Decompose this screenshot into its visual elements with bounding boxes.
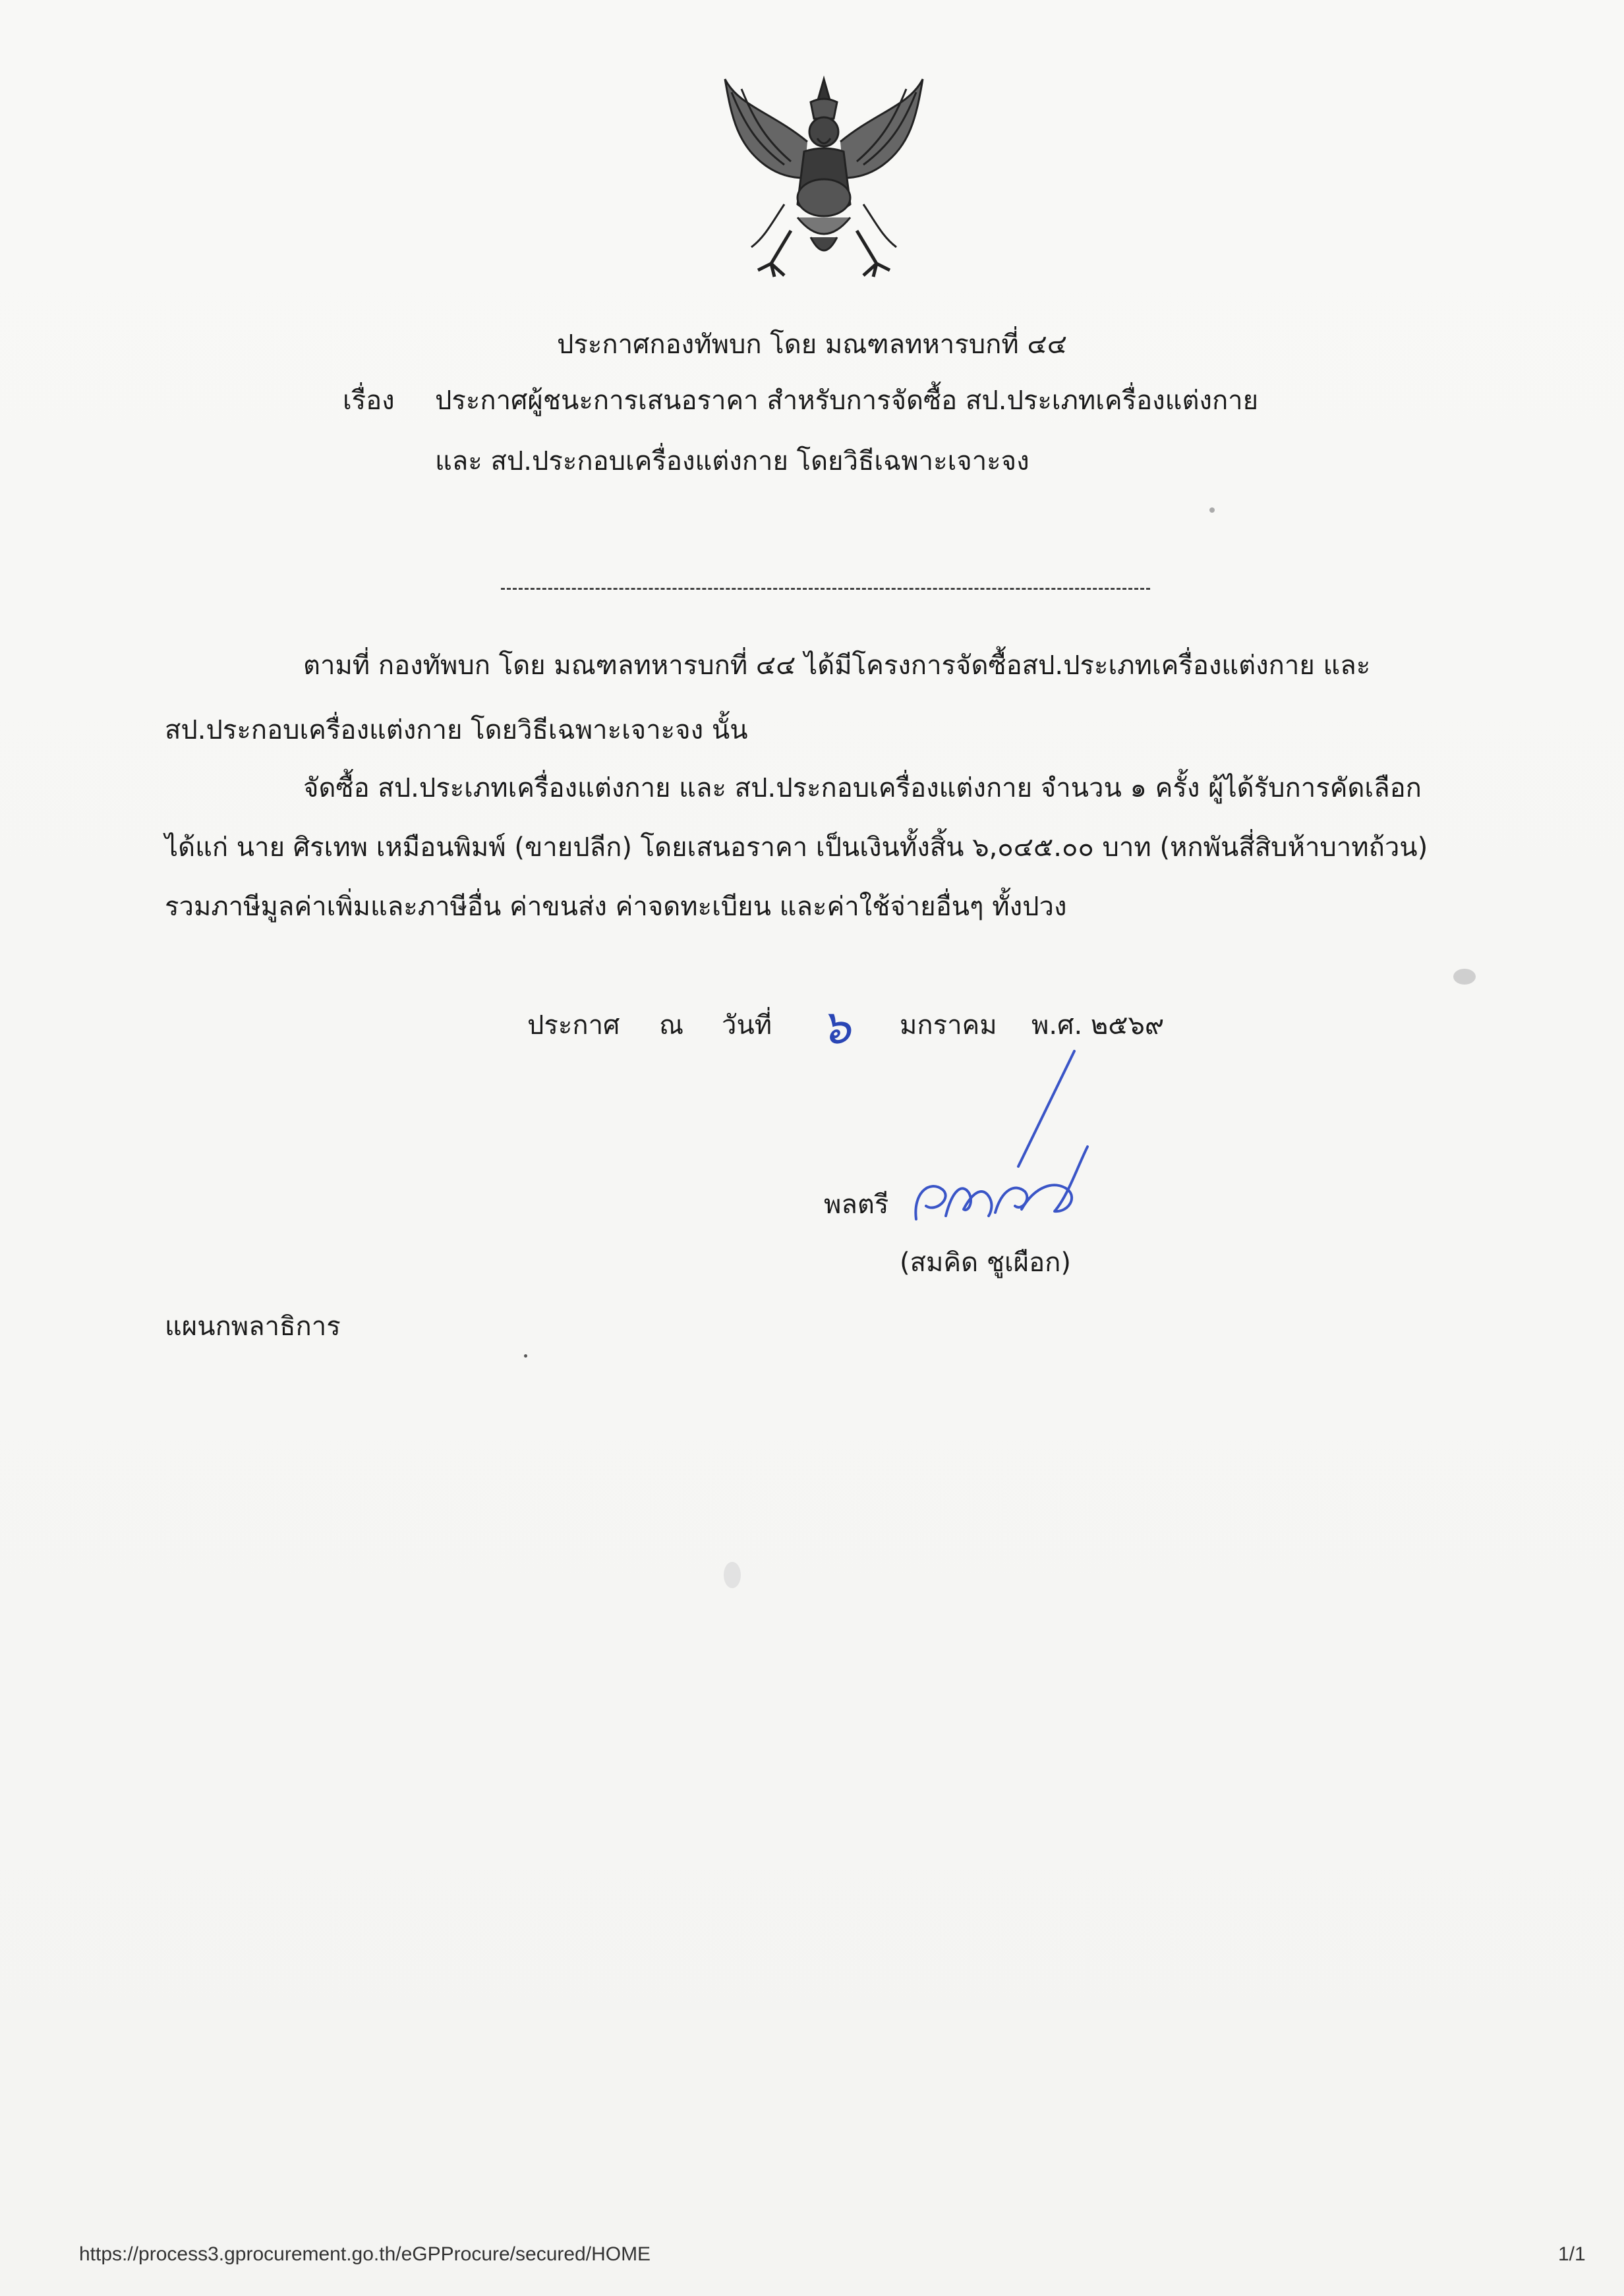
paragraph1-line1: ตามที่ กองทัพบก โดย มณฑลทหารบกที่ ๔๔ ได้มีโครงการจัดซื้อสป.ประเภทเครื่องแต่งกาย และ: [303, 650, 1371, 681]
announcement-year: พ.ศ. ๒๕๖๙: [1031, 1010, 1165, 1041]
announcement-day-handwritten: ๖: [821, 999, 851, 1054]
section-divider: [501, 588, 1150, 590]
scan-speck: [724, 1562, 741, 1588]
paragraph2-line3: รวมภาษีมูลค่าเพิ่มและภาษีอื่น ค่าขนส่ง ค่าจดทะเบียน และค่าใช้จ่ายอื่นๆ ทั้งปวง: [165, 892, 1067, 922]
paragraph2-line2: ได้แก่ นาย ศิรเทพ เหมือนพิมพ์ (ขายปลีก) โดยเสนอราคา เป็นเงินทั้งสิ้น ๖,๐๔๕.๐๐ บาท (หกพันสี่สิบห้าบาทถ้วน): [165, 832, 1428, 863]
footer-url: https://process3.gprocurement.go.th/eGPProcure/secured/HOME: [79, 2243, 651, 2265]
garuda-emblem-icon: [712, 66, 936, 290]
signer-rank: พลตรี: [824, 1190, 889, 1220]
announcement-label: ประกาศ: [527, 1010, 620, 1041]
paragraph2-line1: จัดซื้อ สป.ประเภทเครื่องแต่งกาย และ สป.ประกอบเครื่องแต่งกาย จำนวน ๑ ครั้ง ผู้ได้รับการคัดเลือก: [303, 773, 1422, 803]
department-name: แผนกพลาธิการ: [165, 1311, 341, 1342]
subject-label: เรื่อง: [343, 386, 395, 416]
document-title: ประกาศกองทัพบก โดย มณฑลทหารบกที่ ๔๔: [557, 330, 1067, 360]
signer-name: (สมคิด ชูเผือก): [900, 1248, 1071, 1278]
subject-text-line2: และ สป.ประกอบเครื่องแต่งกาย โดยวิธีเฉพาะเจาะจง: [435, 446, 1030, 476]
scan-speck: [524, 1354, 527, 1358]
scan-speck: [1209, 507, 1215, 513]
announcement-at: ณ: [659, 1010, 684, 1041]
announcement-day-label: วันที่: [722, 1010, 772, 1041]
announcement-month: มกราคม: [900, 1010, 997, 1041]
subject-text-line1: ประกาศผู้ชนะการเสนอราคา สำหรับการจัดซื้อ สป.ประเภทเครื่องแต่งกาย: [435, 386, 1259, 416]
footer-page-number: 1/1: [1558, 2243, 1586, 2265]
scan-speck: [1453, 969, 1476, 985]
paragraph1-line2: สป.ประกอบเครื่องแต่งกาย โดยวิธีเฉพาะเจาะจง นั้น: [165, 715, 748, 745]
handwritten-signature: [890, 1048, 1107, 1246]
